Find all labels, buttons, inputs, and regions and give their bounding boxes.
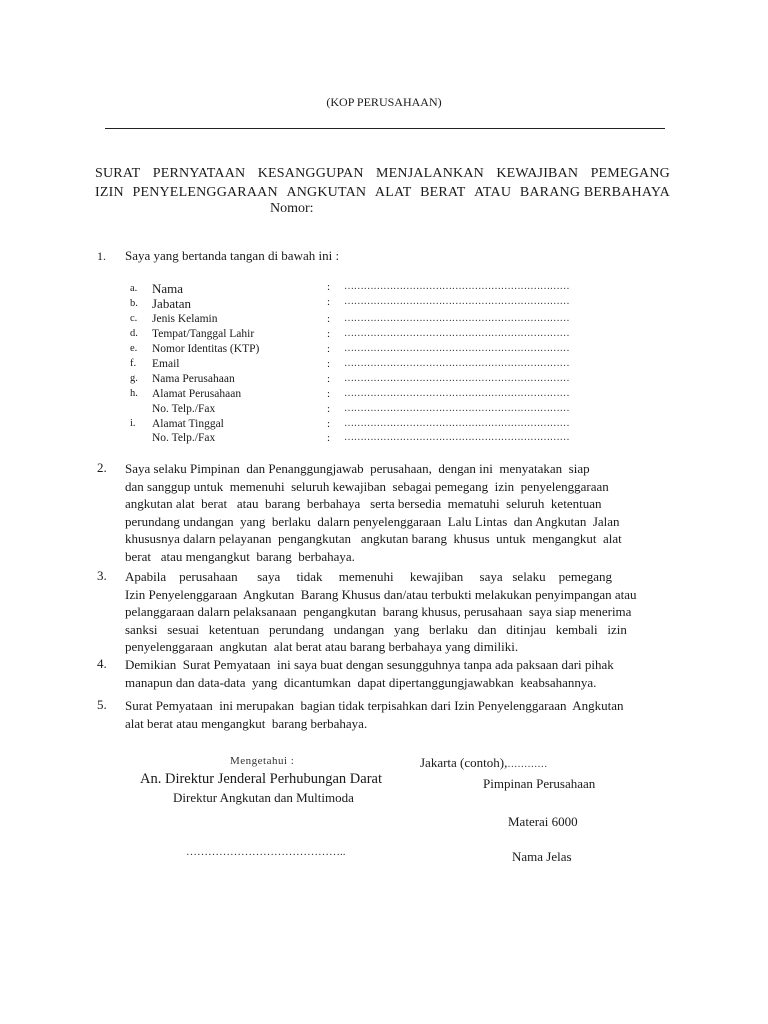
field-label: Nomor Identitas (KTP) <box>152 343 260 355</box>
statement-paragraph <box>125 460 678 565</box>
title-word: BERAT <box>420 185 466 200</box>
paragraph-line: manapun dan data-data yang dicantumkan dapat dipertanggungjawabkan keabsahannya. <box>125 674 597 690</box>
field-colon: : <box>327 328 331 340</box>
statement-paragraph <box>125 568 678 656</box>
field-blank-line[interactable]: …………………………………………………………… <box>344 328 570 339</box>
field-label: No. Telp./Fax <box>152 403 216 415</box>
item-number: 5. <box>97 697 107 712</box>
item-number-1: 1. <box>97 249 106 263</box>
title-word: KEWAJIBAN <box>496 166 579 181</box>
paragraph-line: penyelenggaraan angkutan alat berat atau barang berbahaya yang dimiliki. <box>125 639 519 654</box>
field-colon: : <box>327 358 331 370</box>
field-colon: : <box>327 343 331 355</box>
identity-field-row <box>0 358 700 373</box>
field-colon: : <box>327 281 331 293</box>
title-line-2 <box>95 185 670 204</box>
field-colon: : <box>327 418 331 430</box>
field-label: Alamat Perusahaan <box>152 388 242 400</box>
title-word: ALAT <box>374 185 412 200</box>
field-blank-line[interactable]: …………………………………………………………… <box>344 388 570 399</box>
paragraph-line: Surat Pemyataan ini merupakan bagian tidak terpisahkan dari Izin Penyelenggaraan Angkutan <box>125 698 624 713</box>
field-letter: d. <box>130 328 138 339</box>
place-date <box>420 755 547 771</box>
field-letter: h. <box>130 388 138 399</box>
document-number-label: Nomor: <box>270 201 314 216</box>
place-date-dots: ………… <box>507 759 548 770</box>
identity-field-row <box>0 432 700 447</box>
identity-field-row <box>0 313 700 328</box>
stamp-duty-label: Materai 6000 <box>508 814 578 829</box>
paragraph-line: berat atau mengangkut barang berbahaya. <box>125 548 355 564</box>
letterhead-rule <box>105 128 665 129</box>
statement-paragraph <box>125 697 678 732</box>
item-1-intro: Saya yang bertanda tangan di bawah ini : <box>125 248 340 263</box>
title-line-1 <box>95 166 670 185</box>
paragraph-line: angkutan alat berat atau barang berbahaya serta bersedia mematuhi seluruh ketentuan <box>125 496 602 511</box>
item-number: 4. <box>97 656 107 671</box>
paragraph-line: perundang undangan yang berlaku dalarn penyelenggaraan Lalu Lintas dan Angkutan Jalan <box>125 513 620 529</box>
paragraph-line: khususnya dalarn pelayanan pengangkutan angkutan barang khusus untuk mengangkut alat <box>125 531 622 546</box>
paragraph-line: sanksi sesuai ketentuan perundang undangan yang berlaku dan ditinjau kembali izin <box>125 621 627 637</box>
place-date-text: Jakarta (contoh), <box>420 755 508 770</box>
title-word: MENJALANKAN <box>375 166 484 181</box>
field-label: Alamat Tinggal <box>152 418 224 430</box>
field-letter: a. <box>130 283 138 294</box>
identity-field-row <box>0 418 700 433</box>
title-word: PERNYATAAN <box>152 166 246 181</box>
paragraph-line: alat berat atau mengangkut barang berbahaya. <box>125 715 368 731</box>
field-letter: c. <box>130 313 138 324</box>
field-colon: : <box>327 432 331 444</box>
field-label: Jabatan <box>152 296 191 311</box>
item-number: 2. <box>97 460 107 475</box>
full-name-label: Nama Jelas <box>512 849 572 864</box>
title-word: SURAT <box>95 166 141 181</box>
identity-field-row <box>0 343 700 358</box>
paragraph-line: Izin Penyelenggaraan Angkutan Barang Khusus dan/atau terbukti melakukan penyimpangan atau <box>125 586 637 602</box>
paragraph-line: Apabila perusahaan saya tidak memenuhi kewajiban saya selaku pemegang <box>125 569 612 584</box>
field-blank-line[interactable]: …………………………………………………………… <box>344 281 570 292</box>
field-blank-line[interactable]: …………………………………………………………… <box>344 313 570 324</box>
paragraph-line: dan sanggup untuk memenuhi seluruh kewajiban sebagai pemegang izin penyelenggaraan <box>125 478 609 494</box>
title-word: ANGKUTAN <box>286 185 367 200</box>
field-letter: e. <box>130 343 138 354</box>
company-leader-title: Pimpinan Perusahaan <box>483 776 596 791</box>
field-blank-line[interactable]: …………………………………………………………… <box>344 343 570 354</box>
statement-paragraph <box>125 656 678 691</box>
paragraph-line: Demikian Surat Pemyataan ini saya buat dengan sesungguhnya tanpa ada paksaan dari pihak <box>125 657 614 672</box>
field-colon: : <box>327 313 331 325</box>
title-word: IZIN <box>95 185 124 200</box>
acknowledger-title: An. Direktur Jenderal Perhubungan Darat <box>140 771 382 787</box>
identity-field-row <box>0 296 700 311</box>
field-colon: : <box>327 403 331 415</box>
field-blank-line[interactable]: …………………………………………………………… <box>344 373 570 384</box>
field-label: Jenis Kelamin <box>152 313 218 325</box>
letterhead-placeholder: (KOP PERUSAHAAN) <box>326 95 442 109</box>
paragraph-line: pelanggaraan dalarn pelaksanaan pengangkutan barang khusus, perusahaan saya siap menerima <box>125 604 632 619</box>
title-word: KESANGGUPAN <box>257 166 364 181</box>
field-colon: : <box>327 388 331 400</box>
field-label: Email <box>152 358 180 370</box>
field-label: No. Telp./Fax <box>152 432 216 444</box>
title-word: PEMEGANG <box>590 166 670 181</box>
item-number: 3. <box>97 568 107 583</box>
field-colon: : <box>327 296 331 308</box>
title-word: ATAU <box>474 185 512 200</box>
acknowledger-signature-line: …………………………………….. <box>186 846 346 858</box>
acknowledger-office: Direktur Angkutan dan Multimoda <box>173 790 354 805</box>
identity-field-row <box>0 328 700 343</box>
field-blank-line[interactable]: …………………………………………………………… <box>344 403 570 414</box>
field-label: Tempat/Tanggal Lahir <box>152 328 255 340</box>
identity-field-row <box>0 281 700 296</box>
field-label: Nama Perusahaan <box>152 373 235 385</box>
identity-field-row <box>0 403 700 418</box>
field-letter: i. <box>130 418 136 429</box>
document-title <box>95 166 670 204</box>
title-word: BARANG BERBAHAYA <box>519 185 670 200</box>
field-blank-line[interactable]: …………………………………………………………… <box>344 432 570 443</box>
field-letter: f. <box>130 358 137 369</box>
identity-field-row <box>0 388 700 403</box>
field-letter: b. <box>130 298 138 309</box>
acknowledged-label: Mengetahui : <box>230 755 295 767</box>
field-colon: : <box>327 373 331 385</box>
title-word: PENYELENGGARAAN <box>132 185 278 200</box>
field-blank-line[interactable]: …………………………………………………………… <box>344 358 570 369</box>
field-blank-line[interactable]: …………………………………………………………… <box>344 418 570 429</box>
field-blank-line[interactable]: …………………………………………………………… <box>344 296 570 307</box>
identity-field-row <box>0 373 700 388</box>
paragraph-line: Saya selaku Pimpinan dan Penanggungjawab perusahaan, dengan ini menyatakan siap <box>125 461 590 476</box>
field-letter: g. <box>130 373 138 384</box>
field-label: Nama <box>152 281 184 296</box>
